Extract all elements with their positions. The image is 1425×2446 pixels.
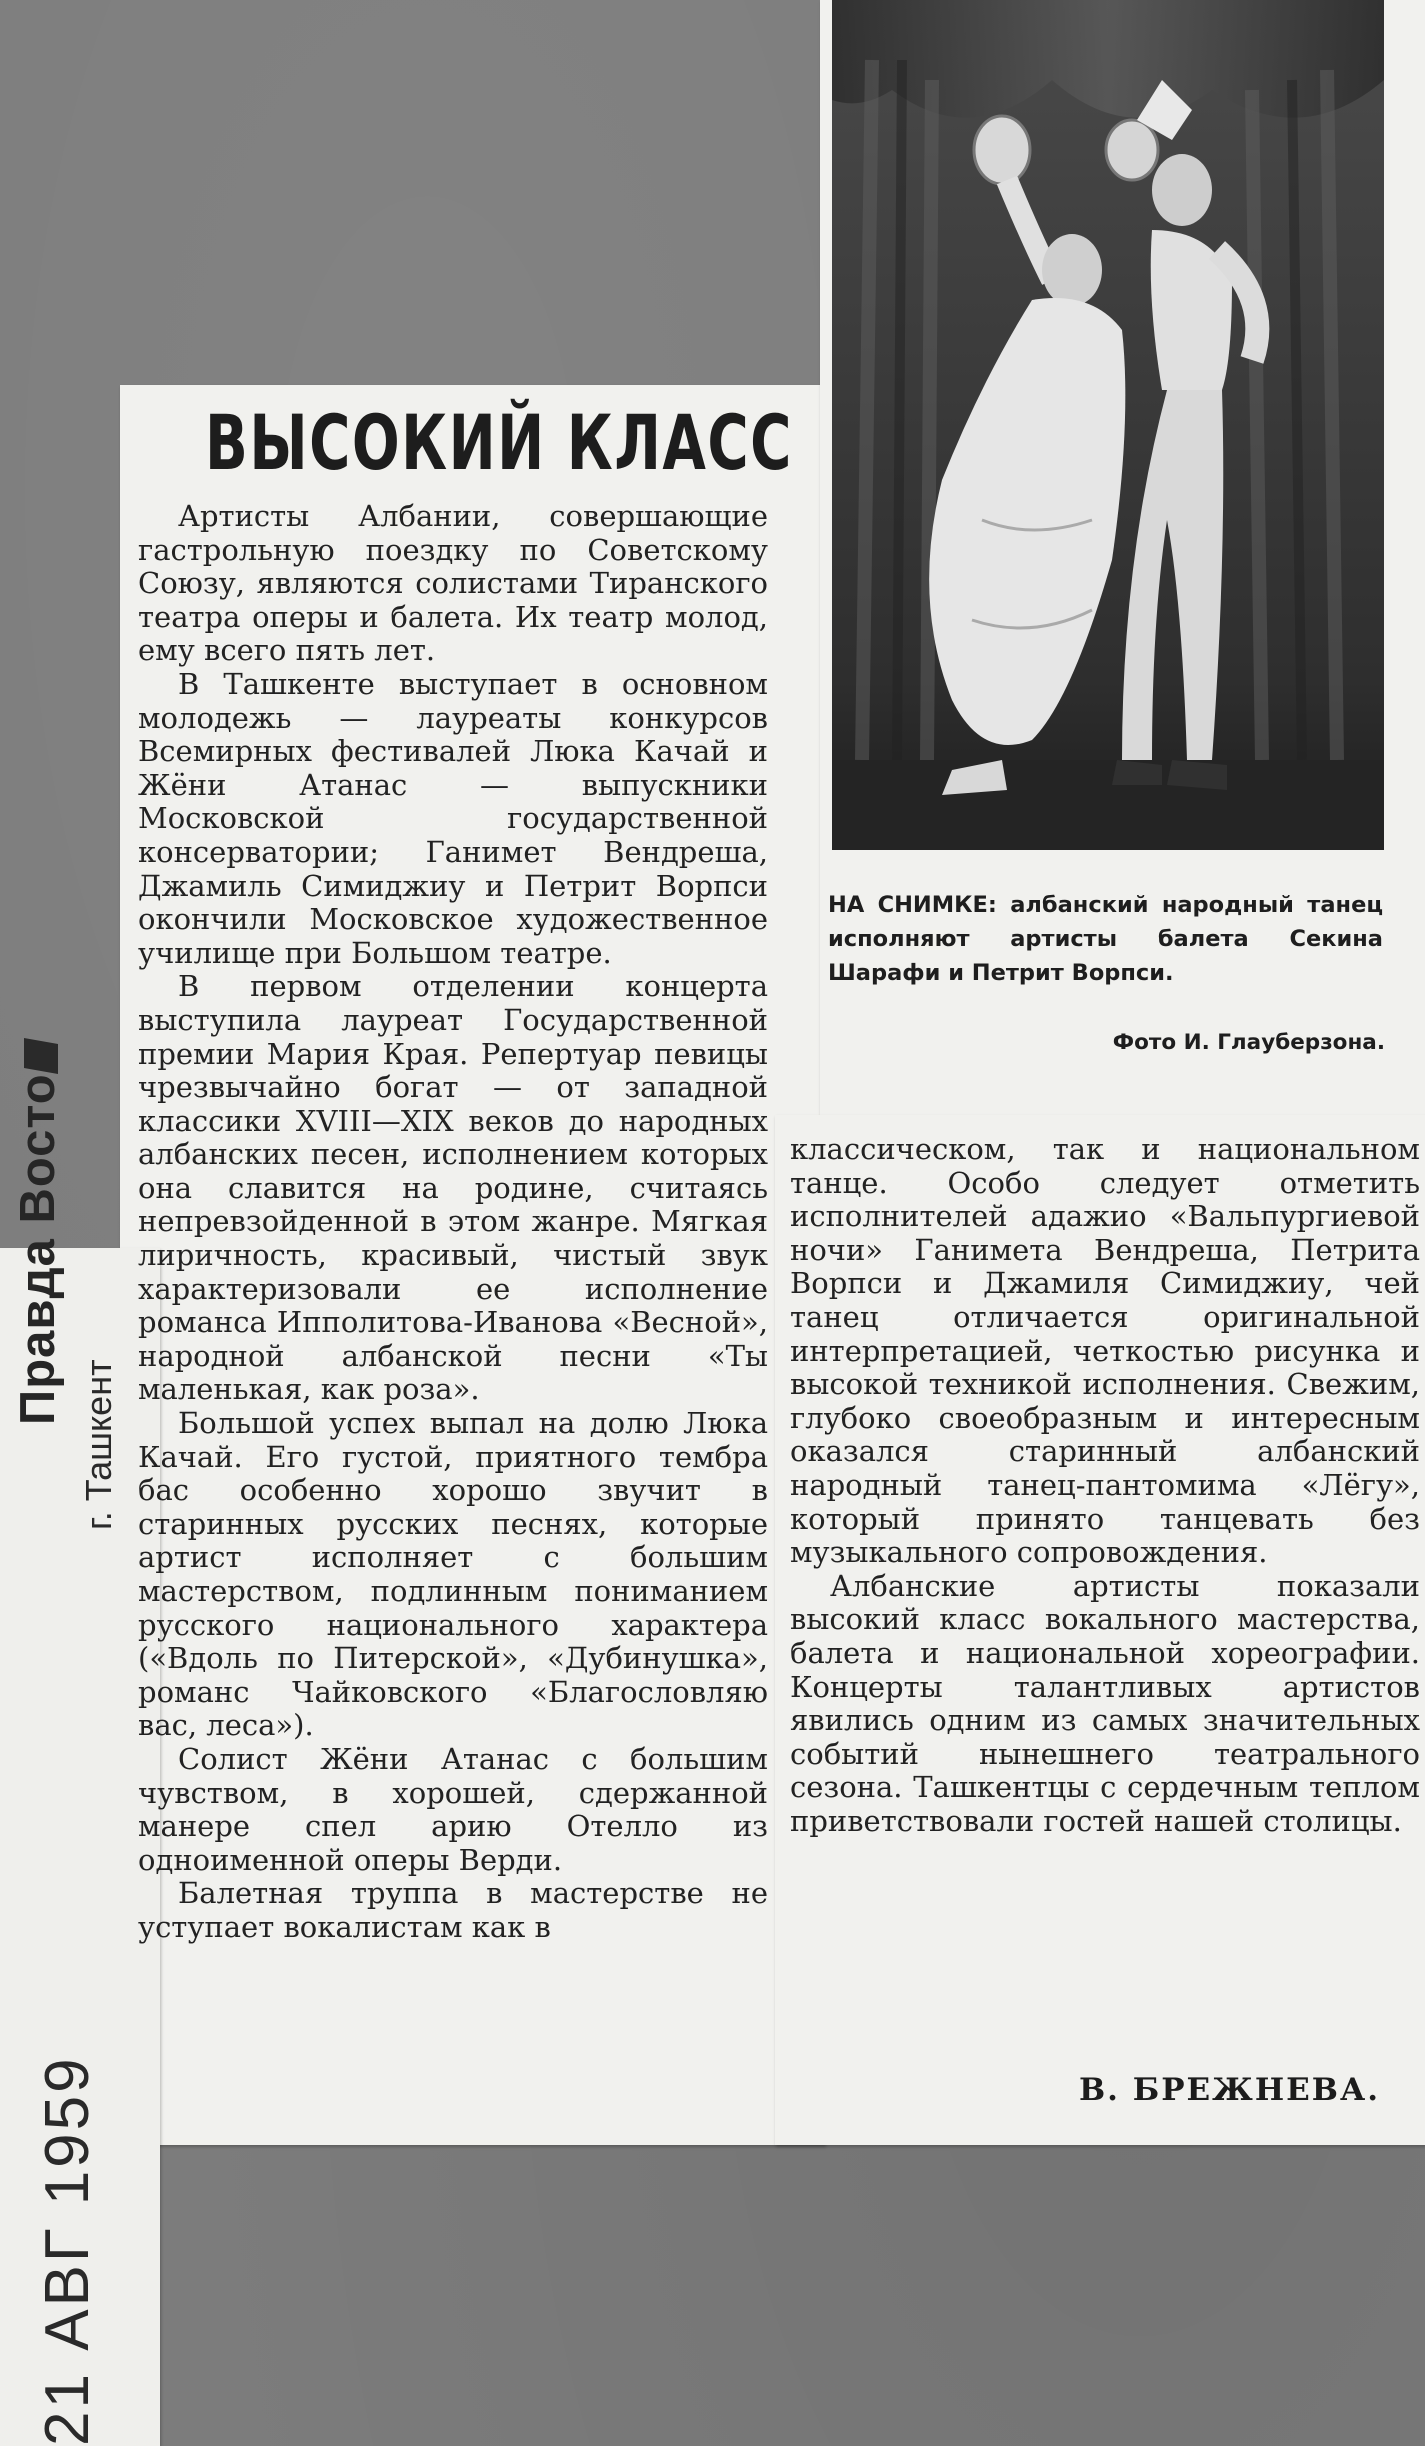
date-stamp: 21 АВГ 1959 (33, 2055, 102, 2446)
paragraph: Большой успех выпал на долю Люка Качай. Его густой, приятного тембра бас особенно хорошо звучит в старинных русских песнях, которые артист исполняет с большим мастерством, подлинным пониманием русского национального характера («Вдоль по Питерской», «Дубинушка», романс Чайковского «Благословляю вас, леса»). (138, 1406, 768, 1743)
paragraph: Албанские артисты показали высокий класс вокального мастерства, балета и национальной хореографии. Концерты талантливых артистов явились одним из самых значительных событий нынешнего театрального сезона. Ташкентцы с сердечным теплом приветствовали гостей нашей столицы. (790, 1568, 1420, 1838)
photo-credit: Фото И. Глауберзона. (1112, 1030, 1385, 1055)
paragraph: Артисты Албании, совершающие гастрольную поездку по Советскому Союзу, являются солистами Тиранского театра оперы и балета. Их театр молод, ему всего пять лет. (138, 499, 768, 668)
city-stamp: г. Ташкент (78, 1359, 119, 1530)
newspaper-stamp (10, 925, 66, 1425)
ink-smudge-icon (24, 1038, 58, 1074)
article-right-column (790, 1133, 1420, 1838)
paragraph: Солист Жёни Атанас с большим чувством, в хорошей, сдержанной манере спел арию Отелло из одноименной оперы Верди. (138, 1741, 768, 1877)
paragraph: классическом, так и национальном танце. Особо следует отметить исполнителей адажио «Вальпургиевой ночи» Ганимета Вендреша, Петрита Ворпси и Джамиля Симиджиу, чей танец отличается оригинальной интерпретацией, четкостью рисунка и высокой техникой исполнения. Свежим, глубоко своеобразным и интересным оказался старинный албанский народный танец-пантомима «Лёгу», который принято танцевать без музыкального сопровождения. (790, 1132, 1420, 1570)
newspaper-name: Правда Восто (11, 1073, 65, 1425)
article-headline: ВЫСОКИЙ КЛАСС (205, 398, 793, 487)
dance-photo (832, 0, 1384, 850)
author-signature: В. БРЕЖНЕВА. (1078, 2072, 1380, 2108)
paragraph: В первом отделении концерта выступила лауреат Государственной премии Мария Края. Репертуар певицы чрезвычайно богат — от западной классики XVIII—XIX веков до народных албанских песен, исполнением которых она славится на родине, считаясь непревзойденной в этом жанре. Мягкая лиричность, красивый, чистый звук характеризовали ее исполнение романса Ипполитова-Иванова «Весной», народной албанской песни «Ты маленькая, как роза». (138, 969, 768, 1407)
paragraph: В Ташкенте выступает в основном молодежь — лауреаты конкурсов Всемирных фестивалей Люка Качай и Жёни Атанас — выпускники Московской государственной консерватории; Ганимет Вендреша, Джамиль Симиджиу и Петрит Ворпси окончили Московское художественное училище при Большом театре. (138, 666, 768, 970)
paragraph: Балетная труппа в мастерстве не уступает вокалистам как в (138, 1876, 768, 1944)
photo-caption: НА СНИМКЕ: албанский народный танец исполняют артисты балета Секина Шарафи и Петрит Ворпси. (828, 892, 1383, 986)
article-left-column (138, 500, 768, 1945)
